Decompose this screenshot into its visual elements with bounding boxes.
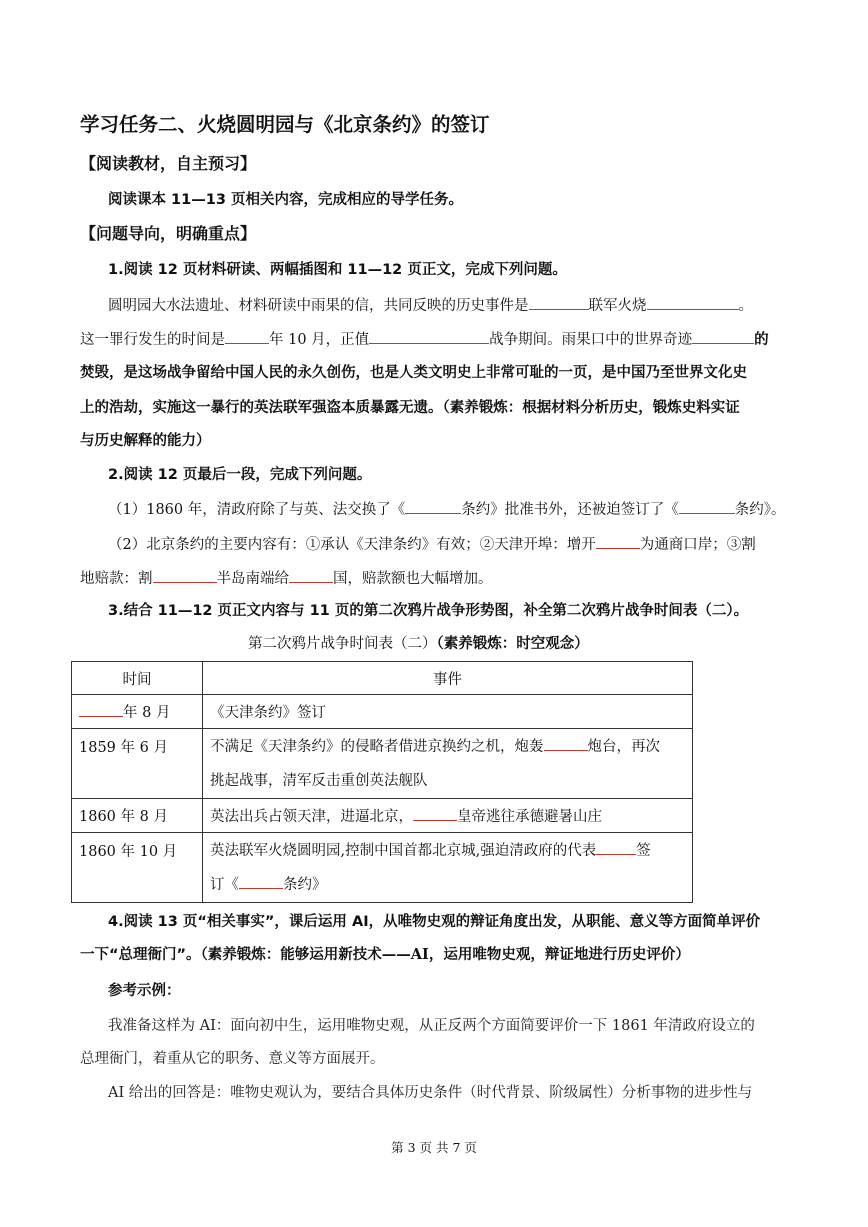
q1-prompt: 1.阅读 12 页材料研读、两幅插图和 11—12 页正文，完成下列问题。 <box>108 262 567 278</box>
table-cell <box>203 729 693 799</box>
table-row <box>72 729 693 799</box>
table-cell-text: 订《 <box>210 877 239 893</box>
table-row <box>72 833 693 903</box>
answer-blank[interactable] <box>647 295 739 310</box>
q4-prompt-line-2 <box>80 945 690 965</box>
q3-prompt: 3.结合 11—12 页正文内容与 11 页的第二次鸦片战争形势图，补全第二次鸦片战争时间表（二）。 <box>108 603 749 619</box>
literacy-note: 与历史解释的能力） <box>80 432 211 449</box>
answer-blank[interactable] <box>596 840 636 855</box>
answer-blank[interactable] <box>153 568 217 583</box>
timeline-table <box>71 661 693 903</box>
answer-blank[interactable] <box>596 534 640 549</box>
q2-text: （2）北京条约的主要内容有：①承认《天津条约》有效；②天津开埠：增开 <box>108 537 596 553</box>
table-cell <box>203 799 693 833</box>
answer-blank[interactable] <box>679 499 735 514</box>
table-cell-text: 皇帝逃往承德避暑山庄 <box>457 809 602 825</box>
table-cell: 《天津条约》签订 <box>203 695 693 729</box>
table-header: 时间 <box>72 662 203 695</box>
q1-text: 战争期间。雨果口中的世界奇迹 <box>489 332 693 348</box>
q2-line-1 <box>108 499 785 520</box>
example-text: 我准备这样为 AI：面向初中生，运用唯物史观，从正反两个方面简要评价一下 1861 年清政府设立的 <box>108 1018 755 1034</box>
table-cell-text: 年 8 月 <box>123 705 171 721</box>
problem-heading: 【问题导向，明确重点】 <box>80 224 257 243</box>
answer-blank[interactable] <box>405 499 461 514</box>
q2-text: 条约》批准书外，还被迫签订了《 <box>461 502 679 518</box>
table-cell: 1859 年 6 月 <box>72 729 203 799</box>
table-cell-text: 签 <box>636 843 651 859</box>
q2-text: 条约》。 <box>734 502 786 518</box>
read-instruction: 阅读课本 11—13 页相关内容，完成相应的导学任务。 <box>108 192 463 208</box>
q1-text: 的 <box>754 332 769 348</box>
q1-line-1 <box>108 295 753 316</box>
q4-prompt: 4.阅读 13 页“相关事实”，课后运用 AI，从唯物史观的辩证角度出发，从职能、意义等方面简单评价 <box>108 914 761 930</box>
table-cell-text: 不满足《天津条约》的侵略者借进京换约之机，炮轰 <box>210 739 544 755</box>
task-title: 学习任务二、火烧圆明园与《北京条约》的签订 <box>80 113 490 136</box>
q1-text: 圆明园大水法遗址、材料研读中雨果的信，共同反映的历史事件是 <box>108 298 529 314</box>
table-cell <box>203 833 693 903</box>
table-header-row <box>72 662 693 695</box>
answer-blank[interactable] <box>413 806 457 821</box>
table-cell <box>72 695 203 729</box>
q2-line-3 <box>80 568 493 589</box>
q1-text: 上的浩劫，实施这一暴行的英法联军强盗本质暴露无遗。 <box>80 400 443 416</box>
q2-text: 地赔款：割 <box>80 571 153 587</box>
q1-line-2 <box>80 329 769 350</box>
q1-text: 这一罪行发生的时间是 <box>80 332 225 348</box>
answer-blank[interactable] <box>225 329 269 344</box>
table-caption-title: 第二次鸦片战争时间表（二） <box>248 636 437 652</box>
literacy-note: （素养锻炼：根据材料分析历史，锻炼史料实证 <box>442 399 740 416</box>
q2-prompt: 2.阅读 12 页最后一段，完成下列问题。 <box>108 467 372 483</box>
q4-text: 一下“总理衙门”。 <box>80 947 201 963</box>
answer-blank[interactable] <box>692 329 754 344</box>
table-caption <box>248 634 589 654</box>
answer-blank[interactable] <box>369 329 489 344</box>
table-cell-text: 炮台，再次 <box>587 739 660 755</box>
q1-text: 。 <box>738 298 753 314</box>
example-text: AI 给出的回答是：唯物史观认为，要结合具体历史条件（时代背景、阶级属性）分析事物的进步性与 <box>108 1085 753 1101</box>
answer-blank[interactable] <box>289 568 333 583</box>
answer-blank[interactable] <box>544 736 588 751</box>
q2-text: 国，赔款额也大幅增加。 <box>333 571 493 587</box>
q1-line-4 <box>80 398 740 418</box>
read-heading: 【阅读教材，自主预习】 <box>80 154 257 173</box>
table-cell: 1860 年 8 月 <box>72 799 203 833</box>
literacy-note: （素养锻炼：能够运用新技术——AI，运用唯物史观，辩证地进行历史评价） <box>200 946 690 963</box>
table-header: 事件 <box>203 662 693 695</box>
table-cell: 1860 年 10 月 <box>72 833 203 903</box>
reference-label: 参考示例： <box>108 983 181 999</box>
answer-blank[interactable] <box>79 702 123 717</box>
answer-blank[interactable] <box>529 295 589 310</box>
page-footer: 第 3 页 共 7 页 <box>391 1140 477 1155</box>
table-row <box>72 695 693 729</box>
table-row <box>72 799 693 833</box>
q1-text: 年 10 月，正值 <box>269 332 370 348</box>
table-cell-text: 条约》 <box>283 877 327 893</box>
table-cell-text: 英法出兵占领天津，进逼北京， <box>210 809 413 825</box>
q2-line-2 <box>108 534 756 555</box>
table-cell-text: 挑起战事，清军反击重创英法舰队 <box>210 773 428 789</box>
example-text: 总理衙门，着重从它的职务、意义等方面展开。 <box>80 1051 385 1067</box>
answer-blank[interactable] <box>239 874 283 889</box>
literacy-note: （素养锻炼：时空观念） <box>436 635 589 652</box>
q2-text: 为通商口岸；③割 <box>639 537 756 553</box>
q2-text: 半岛南端给 <box>216 571 289 587</box>
q1-text: 联军火烧 <box>588 298 647 314</box>
q1-line-3: 焚毁，是这场战争留给中国人民的永久创伤，也是人类文明史上非常可耻的一页，是中国乃至世界文化史 <box>80 365 747 381</box>
q2-text: （1）1860 年，清政府除了与英、法交换了《 <box>108 502 406 518</box>
table-cell-text: 英法联军火烧圆明园,控制中国首都北京城,强迫清政府的代表 <box>210 843 597 859</box>
